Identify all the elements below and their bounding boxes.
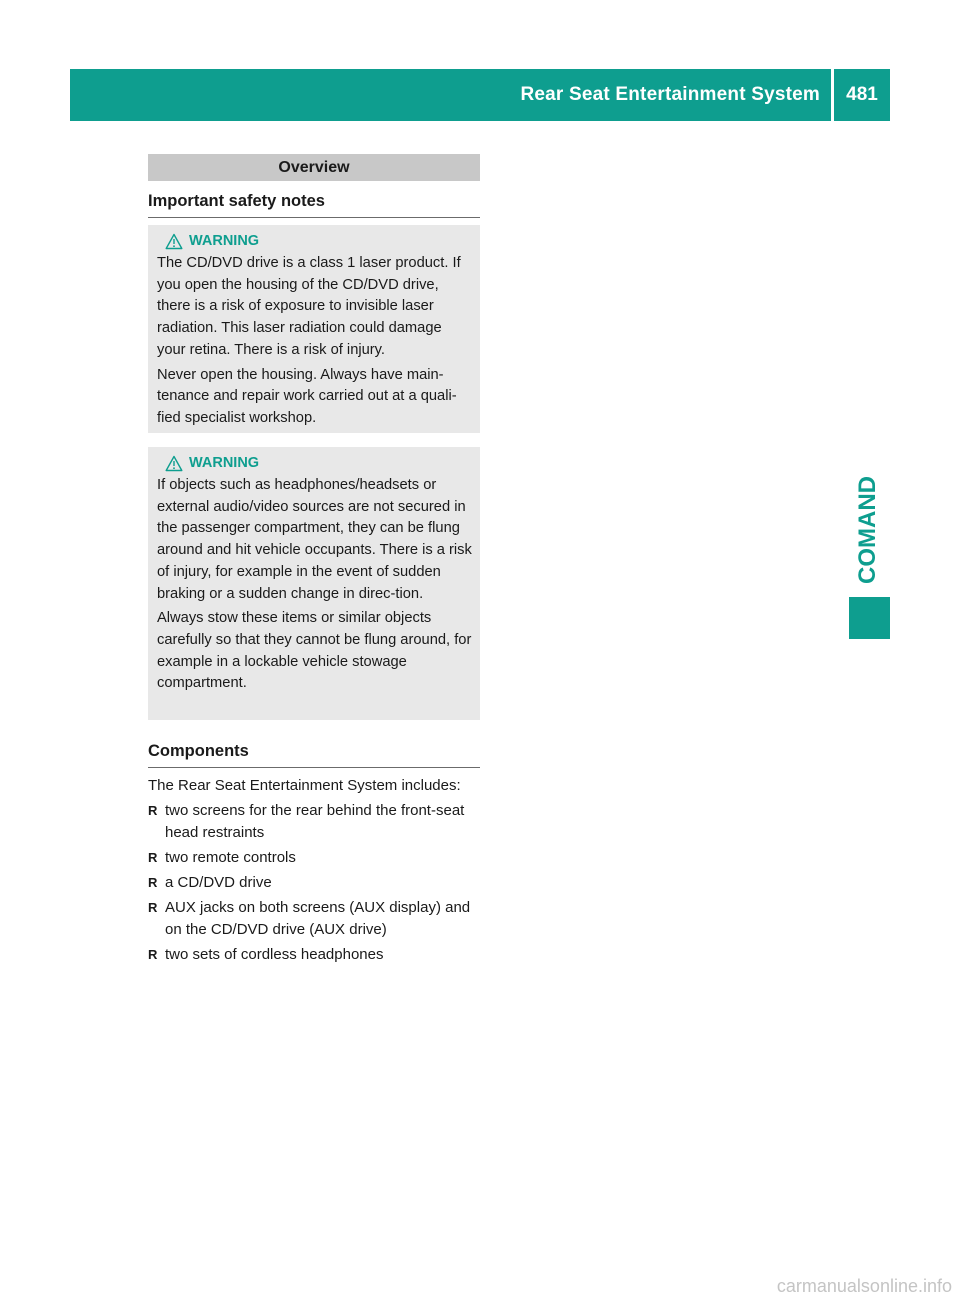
list-item	[148, 944, 480, 966]
warning-box-objects	[148, 447, 480, 720]
list-item-text: two screens for the rear behind the front-seat head restraints	[165, 802, 465, 841]
bullet-marker: R	[148, 947, 158, 962]
safety-heading: Important safety notes	[148, 192, 480, 218]
header-bar	[70, 69, 890, 121]
side-tab-label: COMAND	[853, 476, 881, 584]
warning-text: Always stow these items or similar objects carefully so that they cannot be flung around, for example in a lockable vehicle stowage compartment.	[157, 610, 472, 692]
warning-triangle-icon	[165, 455, 183, 472]
warning-text: The CD/DVD drive is a class 1 laser product. If you open the housing of the CD/DVD drive, there is a risk of exposure to invisible laser radiation. This laser radiation could damage your retina. There is a risk of injury.	[157, 255, 461, 358]
list-item-text: AUX jacks on both screens (AUX display) and on the CD/DVD drive (AUX drive)	[165, 899, 471, 938]
components-body	[148, 775, 480, 966]
bullet-marker: R	[148, 850, 158, 865]
bullet-marker: R	[148, 900, 158, 915]
components-heading: Components	[148, 742, 480, 768]
warning-label: WARNING	[189, 455, 260, 471]
page-number: 481	[846, 84, 878, 105]
section-title-bar	[148, 154, 480, 181]
warning-text: If objects such as headphones/headsets or external audio/video sources are not secured in the passenger compartment, they can be flung around and hit vehicle occupants. There is a risk of injury, for example in the event of sudden braking or a sudden change in direc-tion.	[157, 477, 472, 602]
header-title: Rear Seat Entertainment System	[520, 84, 820, 105]
side-tab-marker	[849, 597, 890, 639]
list-item	[148, 872, 480, 894]
list-item	[148, 897, 480, 941]
warning-triangle-icon	[165, 233, 183, 250]
warning-header	[165, 451, 474, 475]
list-item	[148, 800, 480, 844]
bullet-marker: R	[148, 875, 158, 890]
warning-label: WARNING	[189, 233, 260, 249]
warning-header	[165, 229, 474, 253]
components-list	[148, 800, 480, 966]
watermark: carmanualsonline.info	[776, 1276, 952, 1296]
list-item-text: two sets of cordless headphones	[165, 946, 384, 963]
section-title: Overview	[278, 159, 350, 176]
list-item-text: two remote controls	[165, 849, 296, 866]
warning-box-laser	[148, 225, 480, 433]
components-intro: The Rear Seat Entertainment System includes:	[148, 777, 461, 794]
side-tab	[845, 470, 890, 590]
list-item-text: a CD/DVD drive	[165, 874, 272, 891]
list-item	[148, 847, 480, 869]
bullet-marker: R	[148, 803, 158, 818]
warning-text: Never open the housing. Always have main-tenance and repair work carried out at a quali-fied specialist workshop.	[157, 366, 457, 426]
